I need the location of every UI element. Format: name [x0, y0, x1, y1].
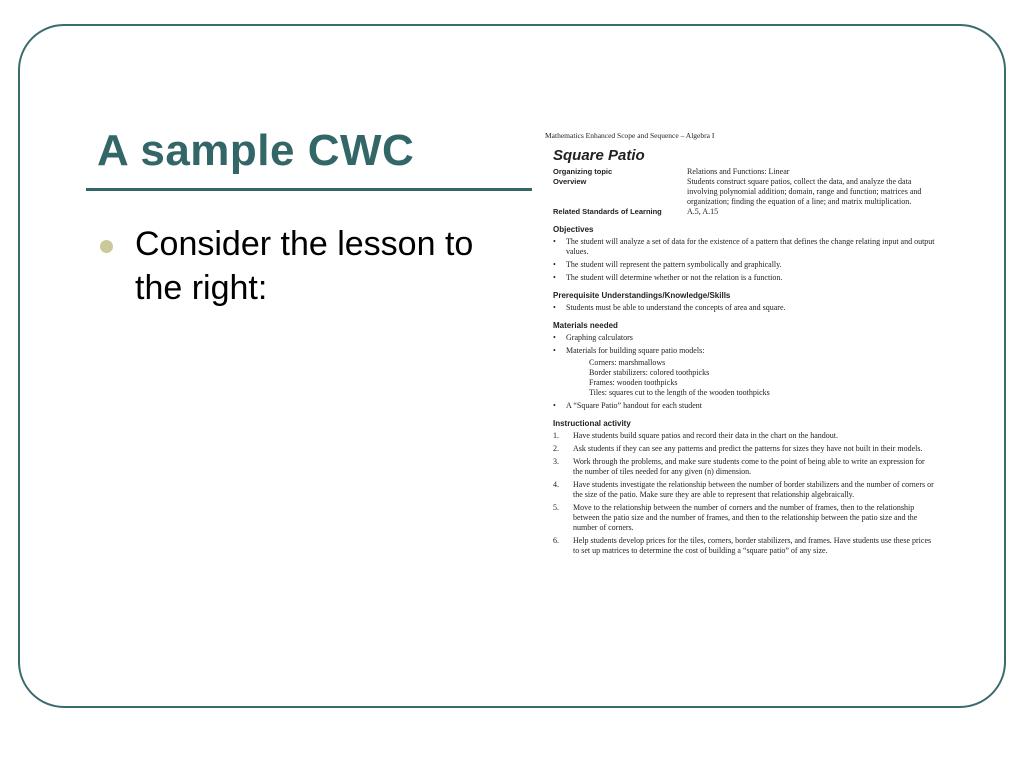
item-number: 4. [553, 480, 559, 489]
item-text: Have students build square patios and record their data in the chart on the handout. [573, 431, 839, 440]
list-item: • The student will analyze a set of data for the existence of a pattern that defines the change relating input and output values. [553, 237, 935, 257]
list-item: • Graphing calculators [553, 333, 935, 343]
section-heading-materials: Materials needed [553, 321, 618, 330]
materials-list [545, 333, 935, 411]
document-title: Square Patio [553, 147, 645, 164]
section-heading-activity: Instructional activity [553, 419, 631, 428]
item-number: 5. [553, 503, 559, 512]
sub-item: Tiles: squares cut to the length of the wooden toothpicks [589, 388, 770, 397]
document-header: Mathematics Enhanced Scope and Sequence – Algebra I [545, 131, 715, 140]
bullet-item [100, 222, 520, 310]
item-number: 2. [553, 444, 559, 453]
sub-item: Corners: marshmallows [589, 358, 666, 367]
list-item [553, 431, 935, 441]
bullet-dot-icon [100, 240, 113, 253]
item-text: Work through the problems, and make sure students come to the point of being able to write an expression for the number of tiles needed for any given (n) dimension. [573, 457, 925, 476]
list-item: • The student will represent the pattern symbolically and graphically. [553, 260, 935, 270]
title-underline [86, 188, 532, 191]
activity-list [545, 431, 935, 556]
list-item [553, 457, 935, 477]
item-number: 6. [553, 536, 559, 545]
item-text: Have students investigate the relationship between the number of border stabilizers and the number of corners or the size of the patio. Make sure they are able to represent that relationship algebraically. [573, 480, 934, 499]
meta-value: A.5, A.15 [687, 207, 719, 216]
section-heading-prerequisites: Prerequisite Understandings/Knowledge/Skills [553, 291, 731, 300]
lesson-document-image [545, 128, 935, 694]
meta-value: Relations and Functions: Linear [687, 167, 790, 176]
meta-key: Organizing topic [553, 167, 613, 176]
sub-item: Frames: wooden toothpicks [589, 378, 678, 387]
list-item: • A “Square Patio” handout for each student [553, 401, 935, 411]
item-number: 1. [553, 431, 559, 440]
prerequisites-list [545, 303, 935, 313]
meta-value: Students construct square patios, collect the data, and analyze the data involving polynomial addition; domain, range and function; matrices and organization; finding the equation of a line; and matrix multiplication. [687, 177, 922, 206]
meta-key: Overview [553, 177, 587, 186]
list-item-text: Materials for building square patio models: [566, 346, 705, 355]
sub-item: Border stabilizers: colored toothpicks [589, 368, 710, 377]
item-text: Ask students if they can see any patterns and predict the patterns for sizes they have not built in their models. [573, 444, 923, 453]
list-item [553, 444, 935, 454]
section-heading-objectives: Objectives [553, 225, 594, 234]
list-item [553, 480, 935, 500]
list-item: • Students must be able to understand the concepts of area and square. [553, 303, 935, 313]
list-item [553, 346, 935, 398]
bullet-list [100, 222, 520, 310]
item-text: Move to the relationship between the number of corners and the number of frames, then to the relationship between the patio size and the number of frames, and then to the relationship between the patio size and the number of corners. [573, 503, 918, 532]
list-item [553, 503, 935, 533]
list-item [553, 536, 935, 556]
objectives-list [545, 237, 935, 283]
item-text: Help students develop prices for the tiles, corners, border stabilizers, and frames. Have students use these prices to set up matrices to determine the cost of building a “square patio” of any size. [573, 536, 932, 555]
list-item: • The student will determine whether or not the relation is a function. [553, 273, 935, 283]
bullet-text: Consider the lesson to the right: [135, 225, 474, 307]
slide-title: A sample CWC [97, 126, 415, 175]
item-number: 3. [553, 457, 559, 466]
document-meta [553, 167, 935, 217]
meta-key: Related Standards of Learning [553, 207, 662, 216]
